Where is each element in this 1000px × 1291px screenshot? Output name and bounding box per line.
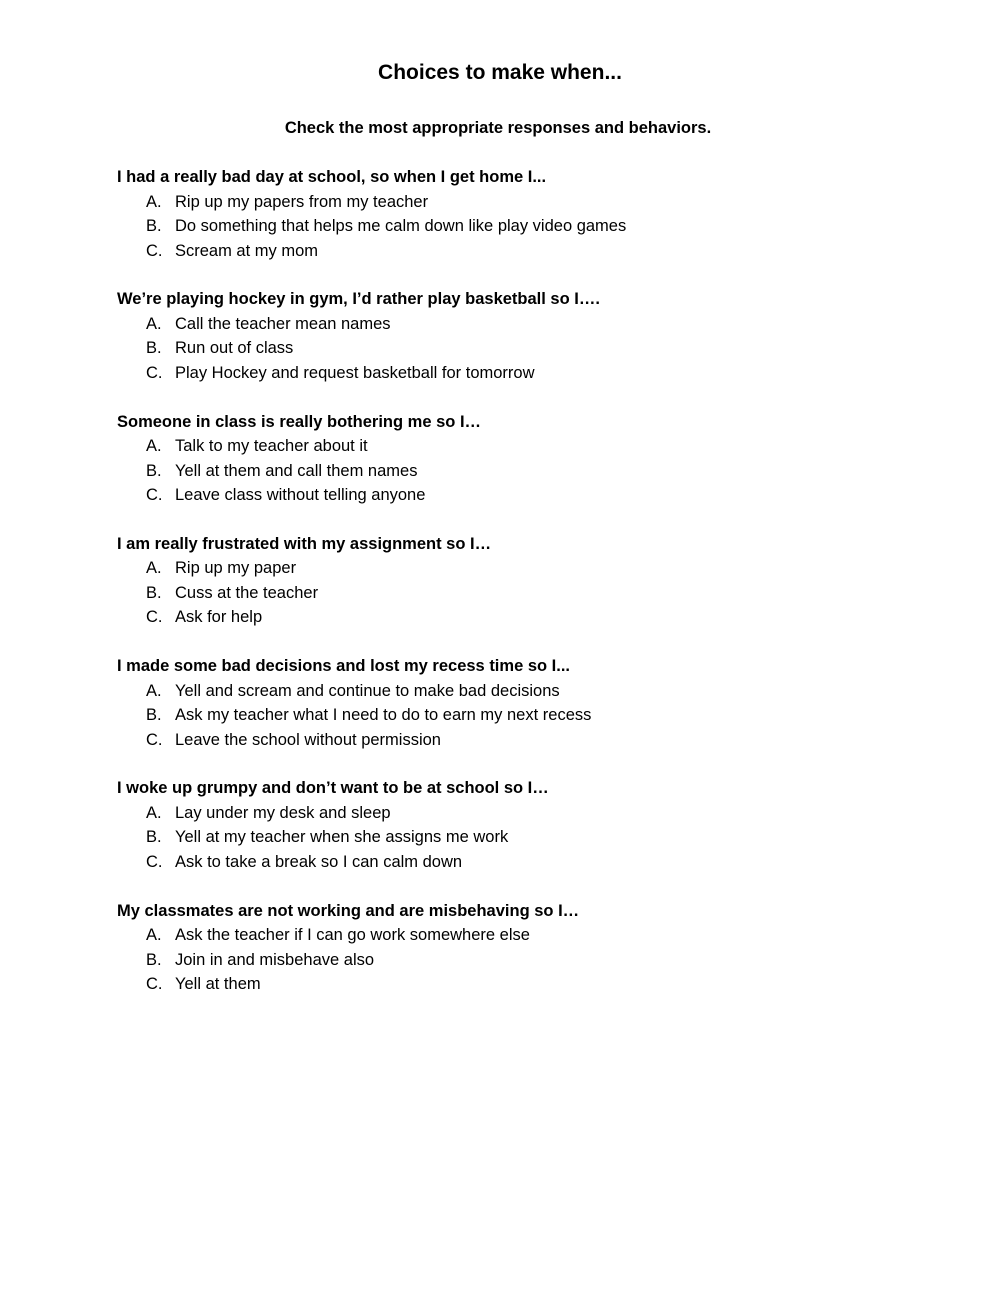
option-c[interactable] — [117, 728, 937, 753]
option-c[interactable] — [117, 361, 937, 386]
option-b[interactable] — [117, 214, 937, 239]
option-b[interactable] — [117, 336, 937, 361]
option-letter: B. — [146, 828, 162, 847]
option-text: Ask my teacher what I need to do to earn my next recess — [175, 706, 592, 725]
option-letter: C. — [146, 852, 163, 871]
option-b[interactable] — [117, 581, 937, 606]
question-4 — [117, 532, 937, 654]
option-a[interactable] — [117, 923, 937, 948]
option-letter: B. — [146, 950, 162, 969]
question-5 — [117, 654, 937, 776]
question-prompt: I made some bad decisions and lost my recess time so I... — [117, 657, 571, 676]
option-text: Leave the school without permission — [175, 730, 441, 749]
option-letter: A. — [146, 926, 162, 945]
question-1 — [117, 165, 937, 287]
option-a[interactable] — [117, 434, 937, 459]
option-text: Ask to take a break so I can calm down — [175, 852, 463, 871]
question-prompt: My classmates are not working and are misbehaving so I… — [117, 901, 580, 920]
question-6 — [117, 776, 937, 898]
option-c[interactable] — [117, 605, 937, 630]
option-b[interactable] — [117, 459, 937, 484]
option-c[interactable] — [117, 850, 937, 875]
option-text: Do something that helps me calm down like play video games — [175, 217, 627, 235]
option-c[interactable] — [117, 972, 937, 997]
option-letter: C. — [146, 241, 163, 260]
option-letter: A. — [146, 803, 162, 822]
option-letter: A. — [146, 314, 162, 333]
option-c[interactable] — [117, 239, 937, 264]
option-letter: C. — [146, 730, 163, 749]
option-text: Talk to my teacher about it — [175, 437, 368, 456]
option-a[interactable] — [117, 312, 937, 337]
option-b[interactable] — [117, 948, 937, 973]
option-text: Rip up my paper — [175, 559, 297, 578]
option-text: Play Hockey and request basketball for tomorrow — [175, 363, 535, 382]
option-text: Cuss at the teacher — [175, 583, 319, 602]
option-letter: B. — [146, 461, 162, 480]
option-text: Rip up my papers from my teacher — [175, 192, 429, 211]
option-text: Leave class without telling anyone — [175, 486, 426, 505]
instructions: Check the most appropriate responses and behaviors. — [284, 119, 712, 137]
option-letter: A. — [146, 437, 162, 456]
question-3 — [117, 410, 937, 532]
question-prompt: I had a really bad day at school, so when I get home I... — [117, 168, 547, 186]
option-a[interactable] — [117, 556, 937, 581]
option-text: Join in and misbehave also — [175, 950, 375, 969]
question-list — [117, 165, 937, 1021]
option-letter: A. — [146, 192, 162, 211]
option-letter: B. — [146, 217, 162, 235]
option-text: Yell and scream and continue to make bad decisions — [175, 681, 560, 700]
option-text: Yell at them and call them names — [175, 461, 418, 480]
option-a[interactable] — [117, 190, 937, 215]
option-text: Lay under my desk and sleep — [175, 803, 391, 822]
option-letter: B. — [146, 706, 162, 725]
question-prompt: Someone in class is really bothering me so I… — [117, 412, 482, 431]
option-letter: A. — [146, 559, 162, 578]
question-7 — [117, 899, 937, 1021]
question-prompt: We’re playing hockey in gym, I’d rather play basketball so I…. — [117, 290, 600, 309]
option-letter: C. — [146, 486, 163, 505]
question-2 — [117, 287, 937, 409]
option-letter: C. — [146, 363, 163, 382]
option-letter: C. — [146, 975, 163, 994]
option-text: Ask for help — [175, 608, 263, 627]
option-text: Yell at my teacher when she assigns me work — [175, 828, 509, 847]
option-b[interactable] — [117, 825, 937, 850]
option-a[interactable] — [117, 801, 937, 826]
option-letter: A. — [146, 681, 162, 700]
option-letter: B. — [146, 583, 162, 602]
question-prompt: I am really frustrated with my assignment so I… — [117, 534, 492, 553]
option-text: Scream at my mom — [175, 241, 319, 260]
option-b[interactable] — [117, 703, 937, 728]
option-letter: B. — [146, 339, 162, 358]
option-text: Call the teacher mean names — [175, 314, 391, 333]
option-text: Run out of class — [175, 339, 294, 358]
question-prompt: I woke up grumpy and don’t want to be at school so I… — [117, 779, 549, 798]
option-c[interactable] — [117, 483, 937, 508]
option-a[interactable] — [117, 679, 937, 704]
option-letter: C. — [146, 608, 163, 627]
option-text: Yell at them — [175, 975, 261, 994]
option-text: Ask the teacher if I can go work somewhere else — [175, 926, 530, 945]
page-title: Choices to make when... — [378, 61, 622, 84]
